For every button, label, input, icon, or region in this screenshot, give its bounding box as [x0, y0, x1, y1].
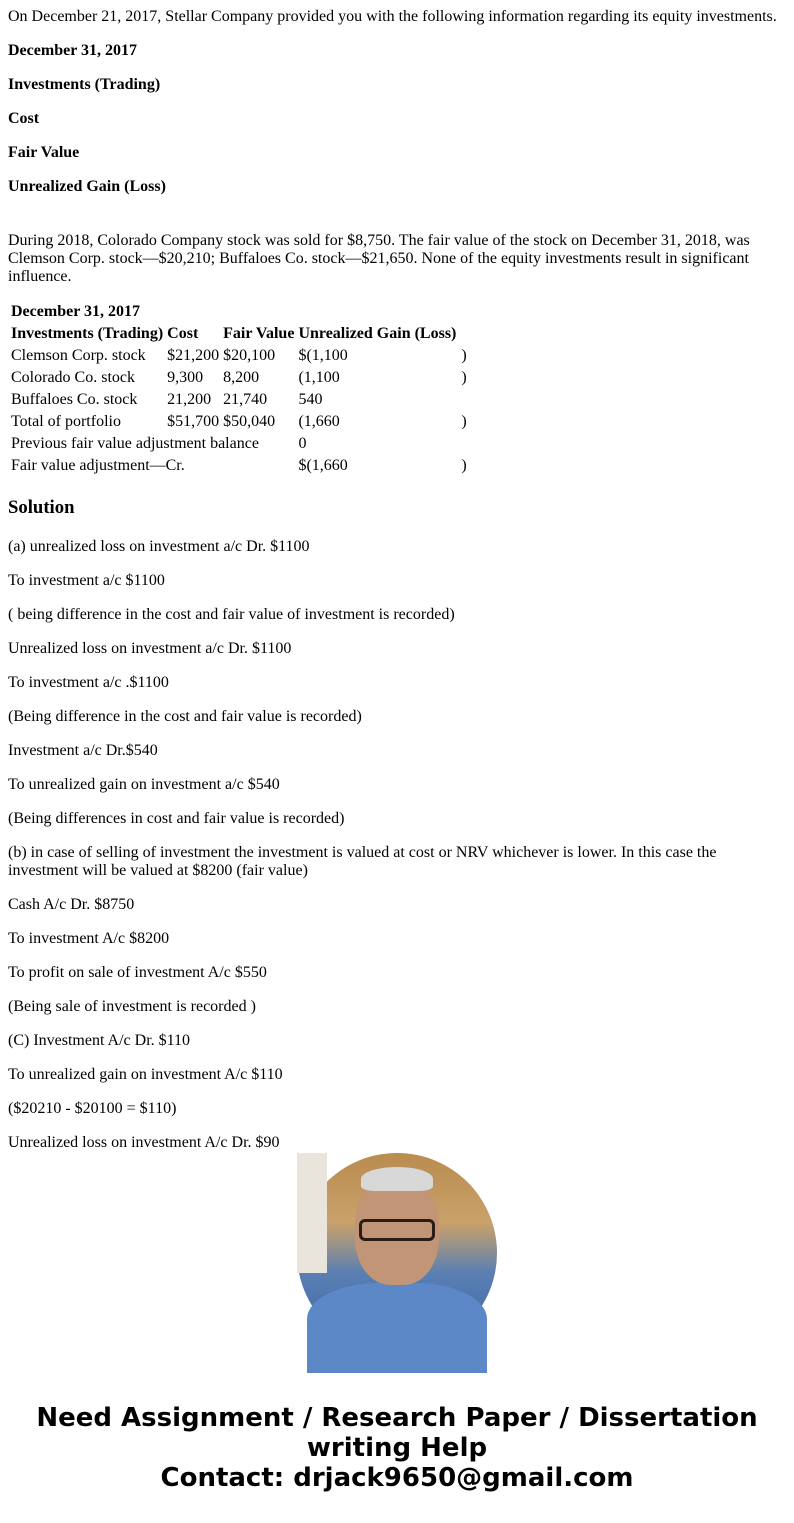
solution-line: (Being difference in the cost and fair value is recorded) [8, 708, 362, 725]
table-row [10, 456, 468, 476]
row-fair: 21,740 [223, 391, 268, 408]
promo-line-2: writing Help [306, 1433, 488, 1463]
solution-line: ($20210 - $20100 = $110) [8, 1100, 177, 1117]
row-fair: $20,100 [223, 347, 276, 364]
row-name: Total of portfolio [11, 413, 121, 430]
avatar-glasses [359, 1219, 435, 1241]
table-caption-row [10, 302, 468, 322]
heading-unrealized: Unrealized Gain (Loss) [8, 178, 166, 195]
table-caption: December 31, 2017 [11, 303, 140, 320]
row-fair: $50,040 [223, 413, 276, 430]
avatar-shirt [307, 1283, 487, 1373]
solution-line: Cash A/c Dr. $8750 [8, 896, 135, 913]
solution-line: To unrealized gain on investment a/c $540 [8, 776, 280, 793]
intro-text: On December 21, 2017, Stellar Company provided you with the following information regarding its equity investments. [8, 8, 777, 25]
row-cost: $21,200 [167, 347, 220, 364]
solution-line: To investment a/c $1100 [8, 572, 165, 589]
heading-cost: Cost [8, 110, 40, 127]
header-paren [459, 324, 467, 344]
header-unrealized: Unrealized Gain (Loss) [298, 325, 457, 342]
document-body [8, 0, 786, 1151]
row-gain: $(1,660 [298, 457, 348, 474]
solution-title: Solution [8, 497, 75, 518]
row-paren [459, 390, 467, 410]
solution-line: (Being sale of investment is recorded ) [8, 998, 256, 1015]
avatar-background [297, 1153, 327, 1273]
row-gain: $(1,100 [298, 347, 348, 364]
heading-investments: Investments (Trading) [8, 76, 161, 93]
promo-footer [0, 1123, 794, 1523]
heading-date: December 31, 2017 [8, 42, 137, 59]
table-row [10, 412, 468, 432]
solution-line: (Being differences in cost and fair value is recorded) [8, 810, 345, 827]
row-fair: 8,200 [223, 369, 260, 386]
promo-line-1: Need Assignment / Research Paper / Dissertation [36, 1403, 758, 1433]
solution-line: Unrealized loss on investment a/c Dr. $1100 [8, 640, 292, 657]
promo-text [0, 1403, 794, 1493]
solution-line: Unrealized loss on investment A/c Dr. $90 [8, 1134, 280, 1151]
table-row [10, 390, 468, 410]
table-header-row [10, 324, 468, 344]
row-name: Buffaloes Co. stock [11, 391, 138, 408]
investment-table [8, 300, 470, 478]
solution-line: To investment A/c $8200 [8, 930, 170, 947]
solution-line: (a) unrealized loss on investment a/c Dr. $1100 [8, 538, 310, 555]
row-paren: ) [461, 457, 467, 474]
row-paren: ) [461, 369, 467, 386]
row-name: Colorado Co. stock [11, 369, 135, 386]
row-paren: ) [461, 347, 467, 364]
header-cost: Cost [167, 325, 199, 342]
table-row [10, 368, 468, 388]
row-gain: (1,660 [298, 413, 340, 430]
row-gain: 540 [298, 391, 323, 408]
solution-line: To investment a/c .$1100 [8, 674, 169, 691]
solution-line: ( being difference in the cost and fair value of investment is recorded) [8, 606, 455, 623]
header-investments: Investments (Trading) [11, 325, 164, 342]
problem-text: During 2018, Colorado Company stock was sold for $8,750. The fair value of the stock on December 31, 2018, was Clemson Corp. stock—$20,210; Buffaloes Co. stock—$21,650. None of the equity investments result in significant influence. [8, 232, 750, 285]
avatar-hair [361, 1167, 433, 1191]
row-cost: 21,200 [167, 391, 212, 408]
row-paren [459, 434, 467, 454]
author-avatar [297, 1153, 497, 1353]
row-cost: 9,300 [167, 369, 204, 386]
heading-fair-value: Fair Value [8, 144, 80, 161]
solution-line: Investment a/c Dr.$540 [8, 742, 158, 759]
table-row [10, 346, 468, 366]
row-paren: ) [461, 413, 467, 430]
solution-line: (b) in case of selling of investment the investment is valued at cost or NRV whichever is lower. In this case the investment will be valued at $8200 (fair value) [8, 844, 717, 879]
row-name: Previous fair value adjustment balance [11, 435, 259, 452]
row-gain: (1,100 [298, 369, 340, 386]
promo-contact[interactable]: Contact: drjack9650@gmail.com [160, 1463, 634, 1493]
row-name: Fair value adjustment—Cr. [11, 457, 185, 474]
solution-line: (C) Investment A/c Dr. $110 [8, 1032, 191, 1049]
row-gain: 0 [298, 435, 307, 452]
row-name: Clemson Corp. stock [11, 347, 146, 364]
solution-line: To profit on sale of investment A/c $550 [8, 964, 267, 981]
row-cost: $51,700 [167, 413, 220, 430]
table-row [10, 434, 468, 454]
header-fair-value: Fair Value [223, 325, 295, 342]
solution-line: To unrealized gain on investment A/c $110 [8, 1066, 283, 1083]
